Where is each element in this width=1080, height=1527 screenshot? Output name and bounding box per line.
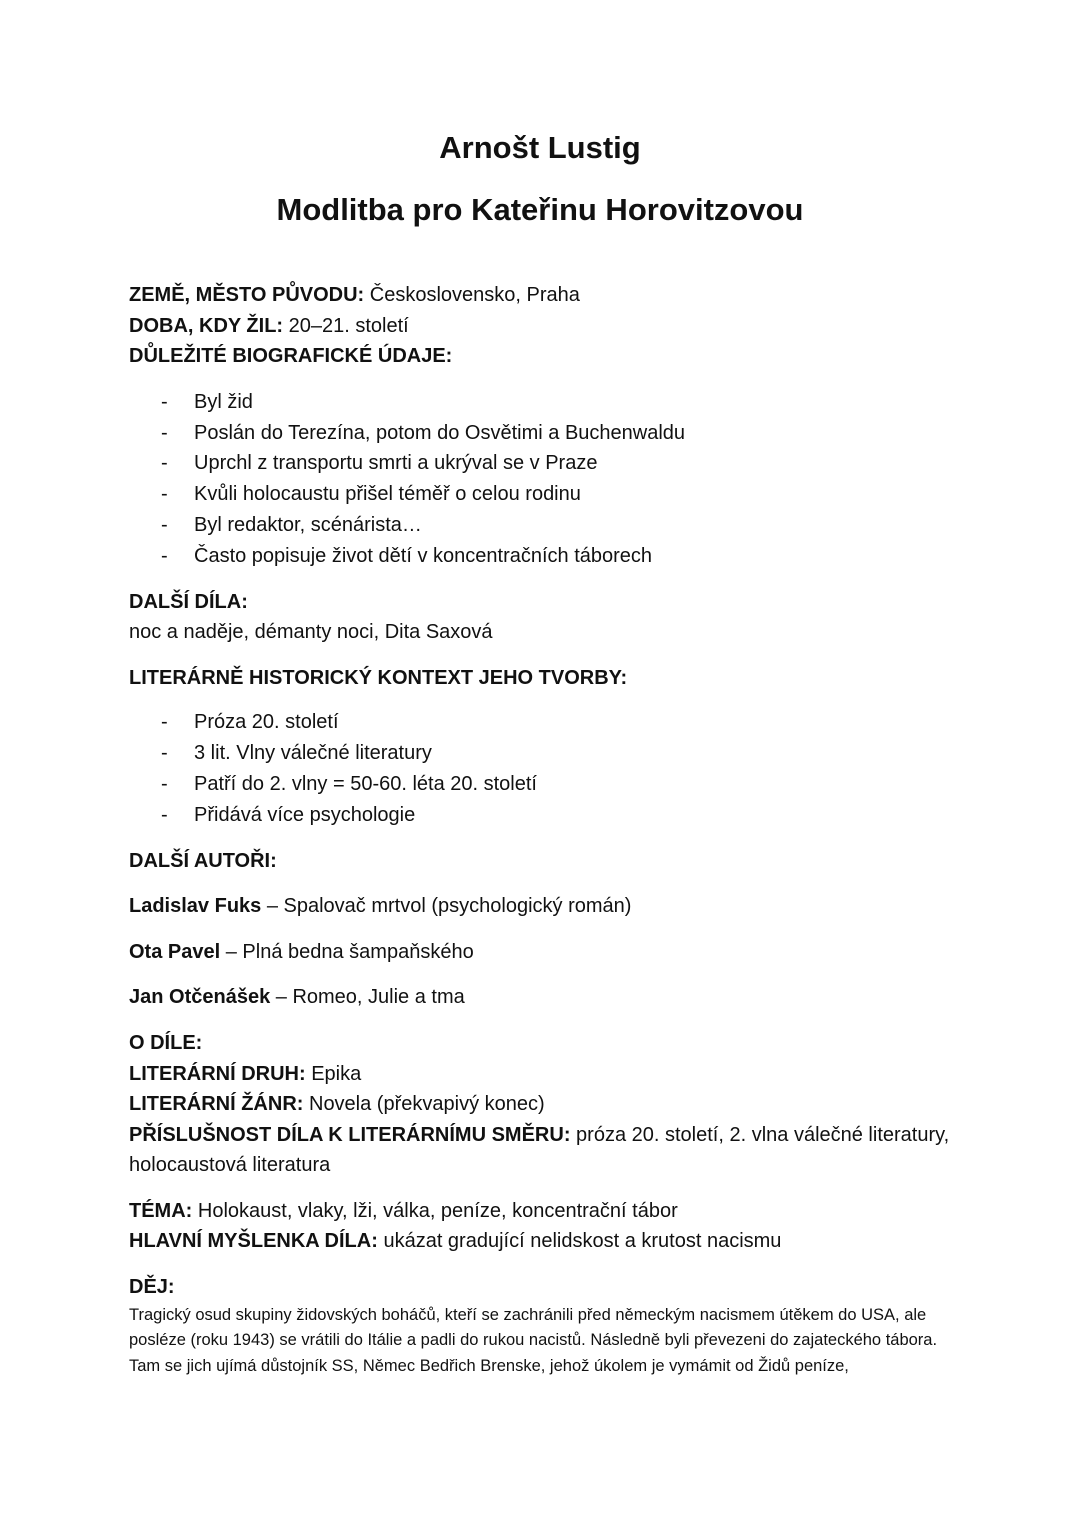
- genre-line: [129, 1089, 959, 1120]
- context-list: [129, 707, 959, 830]
- genre-value: Novela (překvapivý konec): [303, 1093, 545, 1116]
- context-heading: LITERÁRNĚ HISTORICKÝ KONTEXT JEHO TVORBY:: [129, 666, 628, 689]
- list-item: - Próza 20. století: [129, 707, 959, 738]
- kind-line: [129, 1059, 959, 1090]
- list-item: - Patří do 2. vlny = 50-60. léta 20. století: [129, 769, 959, 800]
- other-works-value: noc a naděje, démanty noci, Dita Saxová: [129, 621, 493, 644]
- author-work: – Plná bedna šampaňského: [220, 940, 474, 963]
- origin-line: [129, 280, 959, 311]
- era-line: [129, 311, 959, 342]
- movement-label: PŘÍSLUŠNOST DÍLA K LITERÁRNÍMU SMĚRU:: [129, 1123, 571, 1146]
- theme-line: [129, 1196, 959, 1227]
- author-work: – Spalovač mrtvol (psychologický román): [261, 895, 632, 918]
- kind-label: LITERÁRNÍ DRUH:: [129, 1062, 306, 1085]
- author-entry: [129, 891, 959, 922]
- movement-line: [129, 1120, 959, 1181]
- list-item: - Poslán do Terezína, potom do Osvětimi a Buchenwaldu: [129, 418, 959, 449]
- author-name: Jan Otčenášek: [129, 986, 271, 1009]
- list-item: - Byl žid: [129, 387, 959, 418]
- other-authors-heading: DALŠÍ AUTOŘI:: [129, 849, 277, 872]
- author-work: – Romeo, Julie a tma: [270, 986, 465, 1009]
- author-entry: [129, 982, 959, 1013]
- movement-value: próza 20. století, 2. vlna válečné literatury, holocaustová literatura: [129, 1123, 950, 1177]
- author-title: Arnošt Lustig: [439, 130, 641, 165]
- bio-facts-list: [129, 387, 959, 572]
- era-value: 20–21. století: [283, 314, 409, 337]
- other-works-heading: DALŠÍ DÍLA:: [129, 590, 248, 613]
- kind-value: Epika: [305, 1062, 362, 1085]
- about-work-heading: O DÍLE:: [129, 1031, 203, 1054]
- theme-value: Holokaust, vlaky, lži, válka, peníze, koncentrační tábor: [192, 1199, 678, 1222]
- genre-label: LITERÁRNÍ ŽÁNR:: [129, 1093, 304, 1116]
- list-item: - 3 lit. Vlny válečné literatury: [129, 738, 959, 769]
- plot-heading: DĚJ:: [129, 1276, 175, 1299]
- origin-label: ZEMĚ, MĚSTO PŮVODU:: [129, 284, 365, 306]
- list-item: - Přidává více psychologie: [129, 800, 959, 831]
- work-title: Modlitba pro Kateřinu Horovitzovou: [276, 192, 804, 227]
- plot-text: Tragický osud skupiny židovských boháčů, kteří se zachránili před německým nacismem útěkem do USA, ale posléze (roku 1943) se vrátili do Itálie a padli do rukou nacistů. Následně byli převezeni do zajateckého tábora. Tam se jich ujímá důstojník SS, Němec Bedřich Brenske, jehož úkolem je vymámit od Židů peníze,: [129, 1305, 938, 1375]
- origin-value: Československo, Praha: [364, 284, 580, 306]
- list-item: - Byl redaktor, scénárista…: [129, 510, 959, 541]
- document-body: [129, 280, 959, 1379]
- theme-label: TÉMA:: [129, 1199, 193, 1222]
- author-entry: [129, 937, 959, 968]
- era-label: DOBA, KDY ŽIL:: [129, 314, 284, 337]
- list-item: - Uprchl z transportu smrti a ukrýval se v Praze: [129, 448, 959, 479]
- idea-value: ukázat gradující nelidskost a krutost nacismu: [377, 1230, 782, 1253]
- author-name: Ota Pavel: [129, 940, 221, 963]
- author-name: Ladislav Fuks: [129, 895, 262, 918]
- list-item: - Kvůli holocaustu přišel téměř o celou rodinu: [129, 479, 959, 510]
- idea-label: HLAVNÍ MYŠLENKA DÍLA:: [129, 1230, 378, 1253]
- bio-facts-heading: DŮLEŽITÉ BIOGRAFICKÉ ÚDAJE:: [129, 345, 453, 368]
- list-item: - Často popisuje život dětí v koncentračních táborech: [129, 541, 959, 572]
- idea-line: [129, 1226, 959, 1257]
